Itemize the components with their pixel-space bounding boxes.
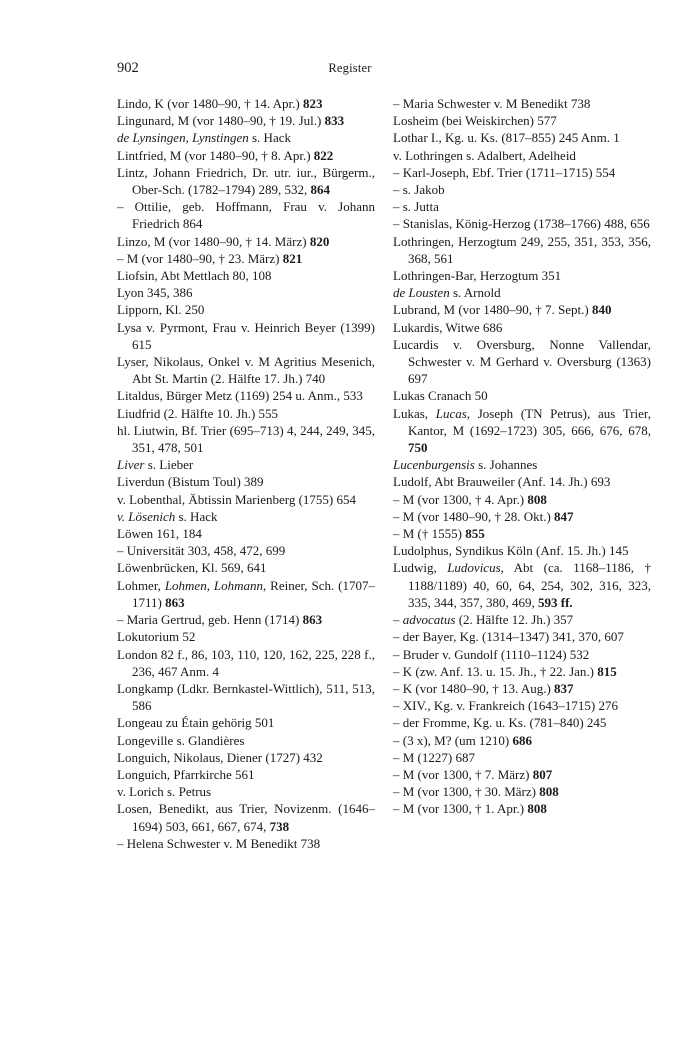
entry-text: Ludolphus, Syndikus Köln (Anf. 15. Jh.) 145: [393, 543, 629, 559]
entry-text: Löwenbrücken, Kl. 569, 641: [117, 560, 267, 576]
index-entry: [117, 542, 375, 559]
index-entry: [393, 95, 651, 112]
index-entry: [393, 749, 651, 766]
entry-text: – der Fromme, Kg. u. Ks. (781–840) 245: [393, 715, 607, 731]
index-entry: [393, 491, 651, 508]
entry-page-ref: 807: [532, 766, 553, 782]
entry-text: Lindo, K (vor 1480–90, † 14. Apr.): [117, 96, 303, 111]
index-entry: [117, 749, 375, 766]
entry-text: – M († 1555): [393, 526, 466, 542]
entry-text: Longkamp (Ldkr. Bernkastel-Wittlich), 511, 513, 586: [117, 680, 375, 714]
index-column-right: [393, 95, 651, 818]
entry-text: Ludwig,: [393, 560, 448, 576]
entry-text: Lucardis v. Oversburg, Nonne Vallendar, Schwester v. M Gerhard v. Oversburg (1363) 697: [393, 336, 651, 387]
entry-text: – Maria Gertrud, geb. Henn (1714): [117, 612, 303, 628]
index-entry: [117, 800, 375, 834]
index-entry: [393, 405, 651, 457]
entry-text: – M (vor 1480–90, † 23. März): [117, 250, 283, 266]
entry-text: – s. Jakob: [393, 182, 445, 198]
entry-text: Losen, Benedikt, aus Trier, Novizenm. (1646–1694) 503, 661, 667, 674,: [117, 801, 375, 834]
entry-italic-term: de Lynsingen, Lynstingen: [117, 130, 249, 146]
index-entry: [117, 559, 375, 576]
entry-page-ref: 821: [282, 250, 303, 266]
entry-text: Liudfrid (2. Hälfte 10. Jh.) 555: [117, 405, 279, 421]
entry-text: – Karl-Joseph, Ebf. Trier (1711–1715) 554: [393, 164, 616, 180]
entry-text: hl. Liutwin, Bf. Trier (695–713) 4, 244, 249, 345, 351, 478, 501: [117, 422, 375, 456]
index-entry: [393, 628, 651, 645]
index-entry: [393, 732, 651, 749]
entry-page-ref: 738: [269, 818, 290, 834]
entry-text: – M (vor 1300, † 4. Apr.): [393, 491, 528, 507]
index-entry: [117, 766, 375, 783]
index-entry: [393, 525, 651, 542]
index-entry: [117, 714, 375, 731]
index-entry: [393, 542, 651, 559]
page-number: 902: [117, 60, 139, 76]
index-entry: [393, 508, 651, 525]
index-entry: [393, 267, 651, 284]
entry-text: – XIV., Kg. v. Frankreich (1643–1715) 276: [393, 698, 618, 714]
entry-page-ref: 808: [527, 801, 547, 817]
index-entry: [393, 646, 651, 663]
entry-text: Liverdun (Bistum Toul) 389: [117, 474, 264, 490]
entry-text: s. Hack: [175, 508, 218, 524]
entry-page-ref: 750: [408, 440, 428, 456]
entry-italic-term: Lucas: [435, 405, 467, 421]
entry-italic-term: Liver: [117, 457, 145, 473]
entry-page-ref: 863: [302, 612, 323, 628]
index-entry: [117, 611, 375, 628]
running-title: Register: [328, 61, 372, 75]
entry-text: – M (vor 1300, † 7. März): [393, 766, 533, 782]
index-entry: [393, 319, 651, 336]
entry-text: Longeau zu Étain gehörig 501: [117, 715, 275, 731]
entry-text: Löwen 161, 184: [117, 526, 202, 542]
index-entry: [393, 456, 651, 473]
index-entry: [393, 301, 651, 318]
index-entry: [117, 250, 375, 267]
entry-page-ref: 815: [597, 663, 617, 679]
index-entry: [117, 835, 375, 852]
entry-text: Lohmer,: [117, 577, 165, 593]
index-entry: [117, 233, 375, 250]
index-entry: [393, 783, 651, 800]
index-entry: [117, 491, 375, 508]
entry-text: – Ottilie, geb. Hoffmann, Frau v. Johann Friedrich 864: [117, 199, 375, 232]
entry-text: – (3 x), M? (um 1210): [393, 732, 513, 748]
entry-page-ref: 837: [554, 680, 574, 696]
index-entry: [393, 714, 651, 731]
index-entry: [393, 559, 651, 611]
entry-page-ref: 686: [512, 732, 533, 748]
entry-text: , Joseph (TN Petrus), aus Trier, Kantor, M (1692–1723) 305, 666, 676, 678,: [408, 405, 651, 438]
index-entry: [393, 164, 651, 181]
index-entry: [117, 577, 375, 611]
index-entry: [117, 353, 375, 387]
entry-page-ref: 864: [310, 182, 330, 198]
index-entry: [117, 473, 375, 490]
index-entry: [393, 129, 651, 146]
index-entry: [117, 95, 375, 112]
entry-text: Lothringen, Herzogtum 249, 255, 351, 353, 356, 368, 561: [393, 233, 651, 266]
index-entry: [393, 766, 651, 783]
entry-italic-term: Lohmen, Lohmann: [164, 577, 263, 593]
index-entry: [393, 181, 651, 198]
entry-page-ref: 863: [165, 594, 185, 610]
entry-text: Liofsin, Abt Mettlach 80, 108: [117, 268, 272, 284]
entry-page-ref: 847: [554, 508, 574, 524]
index-entry: [117, 646, 375, 680]
entry-text: – Universität 303, 458, 472, 699: [117, 543, 286, 559]
index-entry: [393, 800, 651, 817]
index-column-left: [117, 95, 375, 852]
entry-text: v. Lobenthal, Äbtissin Marienberg (1755) 654: [117, 491, 357, 507]
entry-text: (2. Hälfte 12. Jh.) 357: [455, 612, 574, 628]
entry-text: Lintfried, M (vor 1480–90, † 8. Apr.): [117, 147, 314, 163]
entry-text: Lingunard, M (vor 1480–90, † 19. Jul.): [117, 113, 325, 129]
index-entry: [117, 525, 375, 542]
entry-page-ref: 808: [527, 491, 547, 507]
index-entry: [117, 628, 375, 645]
index-entry: [393, 680, 651, 697]
index-entry: [393, 663, 651, 680]
index-entry: [117, 732, 375, 749]
entry-page-ref: 855: [465, 526, 485, 542]
entry-text: – der Bayer, Kg. (1314–1347) 341, 370, 607: [393, 629, 624, 645]
entry-text: – Stanislas, König-Herzog (1738–1766) 488, 656: [393, 216, 650, 232]
entry-text: s. Lieber: [144, 457, 194, 473]
entry-text: Linzo, M (vor 1480–90, † 14. März): [117, 233, 310, 249]
index-entry: [117, 129, 375, 146]
entry-text: v. Lothringen s. Adalbert, Adelheid: [393, 147, 576, 163]
entry-page-ref: 593 ff.: [538, 594, 573, 610]
entry-text: Lyon 345, 386: [117, 285, 193, 301]
index-entry: [393, 284, 651, 301]
entry-text: Lintz, Johann Friedrich, Dr. utr. iur., Bürgerm., Ober-Sch. (1782–1794) 289, 532,: [117, 164, 375, 198]
index-entry: [117, 783, 375, 800]
entry-italic-term: de Lousten: [393, 285, 450, 301]
entry-page-ref: 833: [324, 113, 345, 129]
entry-text: –: [393, 612, 403, 628]
entry-text: Lothringen-Bar, Herzogtum 351: [393, 268, 562, 284]
entry-page-ref: 822: [313, 147, 334, 163]
entry-text: – K (zw. Anf. 13. u. 15. Jh., † 22. Jan.): [393, 663, 598, 679]
index-entry: [117, 112, 375, 129]
index-entry: [393, 697, 651, 714]
index-entry: [393, 336, 651, 388]
entry-text: Lukas,: [393, 405, 436, 421]
index-entry: [393, 147, 651, 164]
index-entry: [117, 284, 375, 301]
index-entry: [117, 422, 375, 456]
entry-page-ref: 820: [309, 233, 330, 249]
entry-text: Lothar I., Kg. u. Ks. (817–855) 245 Anm. 1: [393, 130, 620, 146]
entry-page-ref: 840: [591, 302, 612, 318]
entry-text: v. Lorich s. Petrus: [117, 784, 212, 800]
index-entry: [117, 164, 375, 198]
entry-text: – Maria Schwester v. M Benedikt 738: [393, 96, 591, 111]
entry-text: – K (vor 1480–90, † 13. Aug.): [393, 680, 555, 696]
entry-text: s. Johannes: [474, 457, 538, 473]
index-entry: [393, 387, 651, 404]
entry-italic-term: v. Lösenich: [117, 508, 176, 524]
entry-text: Lukardis, Witwe 686: [393, 319, 503, 335]
entry-text: Lipporn, Kl. 250: [117, 302, 205, 318]
index-entry: [393, 473, 651, 490]
index-entry: [393, 215, 651, 232]
index-entry: [117, 680, 375, 714]
entry-text: Longeville s. Glandières: [117, 732, 245, 748]
index-entry: [117, 405, 375, 422]
index-entry: [393, 233, 651, 267]
entry-text: – M (vor 1300, † 1. Apr.): [393, 801, 528, 817]
entry-text: – M (vor 1300, † 30. März): [393, 784, 540, 800]
index-entry: [393, 112, 651, 129]
entry-text: Lysa v. Pyrmont, Frau v. Heinrich Beyer (1399) 615: [117, 319, 375, 352]
entry-text: Longuich, Pfarrkirche 561: [117, 766, 255, 782]
index-entry: [117, 147, 375, 164]
entry-text: Lyser, Nikolaus, Onkel v. M Agritius Mesenich, Abt St. Martin (2. Hälfte 17. Jh.) 740: [117, 354, 375, 387]
entry-text: Longuich, Nikolaus, Diener (1727) 432: [117, 749, 323, 765]
entry-italic-term: advocatus: [402, 612, 456, 628]
entry-text: Litaldus, Bürger Metz (1169) 254 u. Anm., 533: [117, 388, 363, 404]
entry-text: Ludolf, Abt Brauweiler (Anf. 14. Jh.) 693: [393, 474, 611, 490]
entry-text: – Helena Schwester v. M Benedikt 738: [117, 835, 321, 851]
entry-text: London 82 f., 86, 103, 110, 120, 162, 225, 228 f., 236, 467 Anm. 4: [117, 646, 375, 679]
entry-text: , Reiner, Sch. (1707–1711): [132, 577, 375, 610]
index-entry: [117, 387, 375, 404]
entry-page-ref: 823: [302, 96, 323, 111]
entry-text: – M (vor 1480–90, † 28. Okt.): [393, 508, 555, 524]
entry-italic-term: Ludovicus: [447, 560, 501, 576]
entry-italic-term: Lucenburgensis: [393, 457, 475, 473]
entry-text: – M (1227) 687: [393, 749, 475, 765]
index-entry: [393, 611, 651, 628]
index-entry: [117, 301, 375, 318]
index-entry: [117, 267, 375, 284]
index-entry: [117, 198, 375, 232]
entry-text: s. Hack: [248, 130, 291, 146]
index-entry: [117, 319, 375, 353]
entry-text: – s. Jutta: [393, 199, 439, 215]
entry-text: Losheim (bei Weiskirchen) 577: [393, 113, 557, 129]
entry-text: – Bruder v. Gundolf (1110–1124) 532: [393, 646, 590, 662]
entry-text: Lukas Cranach 50: [393, 388, 488, 404]
index-entry: [393, 198, 651, 215]
entry-text: Lubrand, M (vor 1480–90, † 7. Sept.): [393, 302, 592, 318]
entry-page-ref: 808: [539, 784, 559, 800]
index-entry: [117, 508, 375, 525]
entry-text: s. Arnold: [449, 285, 501, 301]
index-entry: [117, 456, 375, 473]
entry-text: , Abt (ca. 1168–1186, † 1188/1189) 40, 60, 64, 254, 302, 316, 323, 335, 344, 357, 380, 469,: [408, 560, 652, 610]
entry-text: Lokutorium 52: [117, 629, 196, 645]
